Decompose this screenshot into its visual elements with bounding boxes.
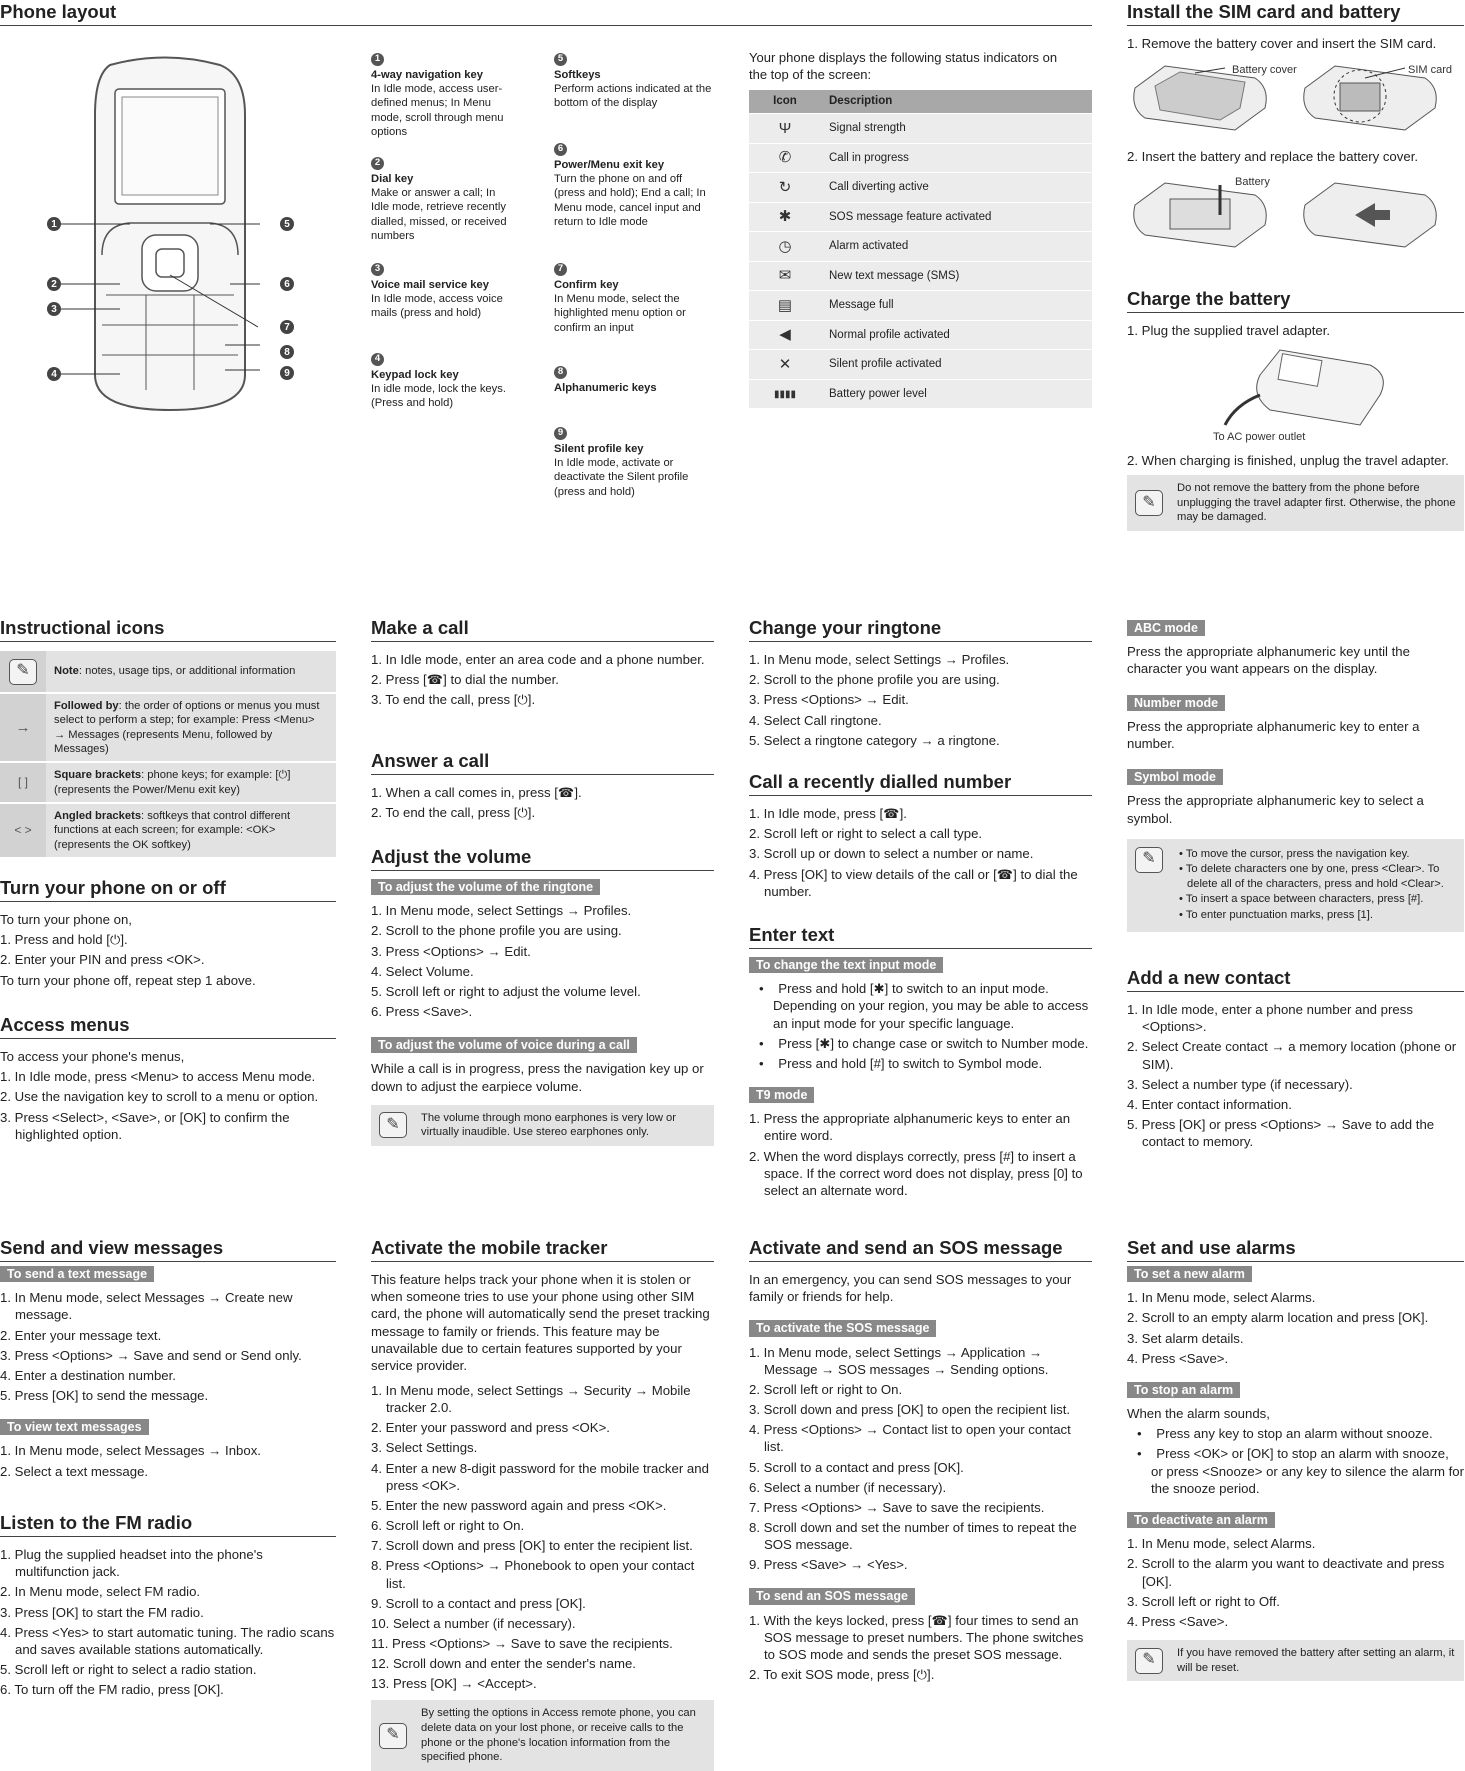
steps-list	[1127, 1001, 1464, 1150]
steps-list	[371, 784, 714, 821]
square-brackets-icon: [ ]	[0, 762, 46, 803]
table-row: ↻ Call diverting active	[749, 173, 1092, 203]
list-item: 2. Enter your message text.	[0, 1327, 162, 1343]
section-title: Call a recently dialled number	[749, 770, 1092, 796]
recent-call-section	[749, 770, 1092, 903]
note-icon: ✎	[1135, 847, 1163, 873]
note-icon: ✎	[1135, 490, 1163, 516]
list-item: 3. Select a number type (if necessary).	[1127, 1076, 1353, 1092]
table-row: Ψ Signal strength	[749, 114, 1092, 144]
access-section: Access menus To access your phone's menus, 1. In Idle mode, press <Menu> to access Menu mode. 2. Use the navigation key to scroll to a menu or option. 3. Press <Select>, <Save>, or [OK] to confirm the highlighted option.	[0, 1013, 336, 1146]
list-item: 2. Select a text message.	[0, 1463, 149, 1479]
section-title: Change your ringtone	[749, 616, 1092, 642]
input-modes-section: ABC mode Press the appropriate alphanumeric key until the character you want appears on the display. Number mode Press the appropriate alphanumeric key to enter a number. Symbol mode Press the appropriate alphanumeric key to select a symbol. ✎ • To move the cursor, press the navigation key. • To delete characters one by one, press <Clear>. To delete all of the characters, press and hold <Clear>. • To insert a space between characters, press [#]. • To enter punctuation marks, press [1].	[1127, 612, 1464, 932]
section-title: Install the SIM card and battery	[1127, 0, 1464, 26]
subheading: To adjust the volume of the ringtone	[371, 879, 600, 895]
key-desc-3: 3 Voice mail service key In Idle mode, access voice mails (press and hold)	[371, 263, 503, 320]
callout-9: 9	[280, 366, 294, 380]
list-item: • Press and hold [✱] to switch to an input mode. Depending on your region, you may be able to access an input mode for your specific language.	[759, 981, 1089, 1031]
list-item: 10. Select a number (if necessary).	[371, 1615, 576, 1631]
list-item: 2. Enter your password and press <OK>.	[371, 1420, 610, 1436]
steps-list	[0, 931, 336, 968]
list-item: 1. In Menu mode, select Alarms.	[1127, 1536, 1316, 1552]
list-item: 4. Enter a new 8-digit password for the mobile tracker and press <OK>.	[371, 1460, 709, 1493]
subheading: To send an SOS message	[749, 1588, 915, 1604]
install-step-2: 2. Insert the battery and replace the battery cover.	[1127, 149, 1419, 164]
col-icon: Icon	[749, 90, 821, 114]
col-description: Description	[821, 90, 1092, 114]
steps-list	[1127, 1289, 1464, 1367]
section-title: Activate the mobile tracker	[371, 1236, 714, 1262]
steps-list	[749, 805, 1092, 900]
phone-layout-section	[0, 0, 1092, 35]
list-item: 4. Press <Save>.	[1127, 1613, 1229, 1629]
list-item: 2. In Menu mode, select FM radio.	[0, 1584, 201, 1600]
list-item: 12. Scroll down and enter the sender's name.	[371, 1656, 636, 1672]
charge-step-2: 2. When charging is finished, unplug the travel adapter.	[1127, 453, 1449, 468]
list-item: 2. Scroll to an empty alarm location and press [OK].	[1127, 1310, 1429, 1326]
key-desc-4: 4 Keypad lock key In idle mode, lock the keys. (Press and hold)	[371, 353, 506, 410]
subheading: To set a new alarm	[1127, 1266, 1252, 1282]
fm-section	[0, 1511, 336, 1701]
section-title: Phone layout	[0, 0, 1092, 26]
enter-text-section	[749, 923, 1092, 1202]
callout-6: 6	[280, 277, 294, 291]
caption-ac-outlet: To AC power outlet	[1213, 431, 1306, 443]
list-item: 2. Scroll to the phone profile you are using.	[371, 923, 622, 939]
angled-brackets-icon: < >	[0, 803, 46, 858]
charge-section	[1127, 287, 1464, 342]
list-item: 1. In Menu mode, select Settings → Profiles.	[371, 903, 632, 919]
divert-icon: ↻	[749, 173, 821, 203]
callout-8: 8	[280, 345, 294, 359]
list-item: 3. Press <Select>, <Save>, or [OK] to confirm the highlighted option.	[0, 1109, 290, 1142]
list-item: 11. Press <Options> → Save to save the recipients.	[371, 1636, 673, 1652]
tracker-section: Activate the mobile tracker This feature helps track your phone when it is stolen or when someone tries to use your phone using other SIM card, the phone will automatically send the preset tracking message to family or friends. This feature may be unavailable due to certain features supported by your service provider. 1. In Menu mode, select Settings → Security → Mobile tracker 2.0. 2. Enter your password and press <OK>. 3. Select Settings. 4. Enter a new 8-digit password for the mobile tracker and press <OK>. 5. Enter the new password again and press <OK>. 6. Scroll left or right to On. 7. Scroll down and press [OK] to enter the recipient list. 8. Press <Options> → Phonebook to open your contact list. 9. Scroll to a contact and press [OK]. 10. Select a number (if necessary). 11. Press <Options> → Save to save the recipients. 12. Scroll down and enter the sender's name. 13. Press [OK] → <Accept>. ✎ By setting the options in Access remote phone, you can delete data on your lost phone, or receive calls to the phone or the phone's location information from the specified phone.	[371, 1236, 714, 1771]
steps-list	[0, 1546, 336, 1698]
section-title: Make a call	[371, 616, 714, 642]
install-step-1: 1. Remove the battery cover and insert the SIM card.	[1127, 36, 1437, 52]
list-item: 5. Enter the new password again and press <OK>.	[371, 1497, 667, 1513]
list-item: 5. Select a ringtone category → a ringtone.	[749, 732, 1000, 748]
make-call-section	[371, 616, 714, 712]
list-item: 4. Select Volume.	[371, 963, 474, 979]
battery-icon: ▮▮▮▮	[749, 379, 821, 409]
subheading: Number mode	[1127, 695, 1225, 711]
key-desc-6: 6 Power/Menu exit key Turn the phone on and off (press and hold); End a call; In Menu mode, cancel input and return to Idle mode	[554, 143, 706, 228]
list-item: 1. In Menu mode, select Messages → Inbox.	[0, 1443, 261, 1459]
answer-call-section	[371, 749, 714, 824]
alarms-section: Set and use alarms To set a new alarm 1. In Menu mode, select Alarms. 2. Scroll to an empty alarm location and press [OK]. 3. Set alarm details. 4. Press <Save>. To stop an alarm When the alarm sounds, • Press any key to stop an alarm without snooze. • Press <OK> or [OK] to stop an alarm with snooze, or press <Snooze> or any key to silence the alarm for the snooze period. To deactivate an alarm 1. In Menu mode, select Alarms. 2. Scroll to the alarm you want to deactivate and press [OK]. 3. Scroll left or right to Off. 4. Press <Save>. ✎ If you have removed the battery after setting an alarm, it will be reset.	[1127, 1236, 1464, 1681]
table-row: ✕ Silent profile activated	[749, 350, 1092, 380]
section-title: Turn your phone on or off	[0, 876, 336, 902]
table-row: ✎ Note: notes, usage tips, or additional information	[0, 651, 336, 693]
list-item: 1. In Menu mode, select Settings → Security → Mobile tracker 2.0.	[371, 1382, 691, 1416]
alarm-icon: ◷	[749, 232, 821, 262]
list-item: 5. Press [OK] or press <Options> → Save to add the contact to memory.	[1127, 1116, 1435, 1150]
list-item: 1. In Menu mode, select Alarms.	[1127, 1290, 1316, 1306]
contact-section	[1127, 966, 1464, 1153]
subheading: Symbol mode	[1127, 769, 1223, 785]
steps-list	[749, 1612, 1092, 1684]
note-icon: ✎	[1135, 1648, 1163, 1674]
callout-5: 5	[280, 217, 294, 231]
list-item: 3. To end the call, press [⏻].	[371, 692, 536, 708]
list-item: 9. Scroll to a contact and press [OK].	[371, 1595, 586, 1611]
table-row: ▤ Message full	[749, 291, 1092, 321]
key-desc-7: 7 Confirm key In Menu mode, select the highlighted menu option or confirm an input	[554, 263, 686, 334]
table-row: ◀ Normal profile activated	[749, 320, 1092, 350]
caption-sim-card: SIM card	[1408, 64, 1453, 76]
key-desc-8: 8 Alphanumeric keys	[554, 366, 657, 394]
list-item: 4. Press <Yes> to start automatic tuning. The radio scans and saves available stations automatically.	[0, 1624, 335, 1657]
steps-list	[371, 1382, 714, 1693]
list-item: 2. Select Create contact → a memory location (phone or SIM).	[1127, 1039, 1457, 1072]
list-item: 1. In Menu mode, select Messages → Create new message.	[0, 1290, 293, 1323]
caption-battery: Battery	[1235, 176, 1270, 188]
section-title: Listen to the FM radio	[0, 1511, 336, 1537]
list-item: 4. Select Call ringtone.	[749, 712, 882, 728]
subheading: To view text messages	[0, 1419, 149, 1435]
list-item: 8. Scroll down and set the number of times to repeat the SOS message.	[749, 1520, 1077, 1553]
table-row: ▮▮▮▮ Battery power level	[749, 379, 1092, 409]
list-item: 1. When a call comes in, press [☎].	[371, 785, 582, 801]
list-item: 5. Scroll left or right to select a radio station.	[0, 1661, 257, 1677]
note-icon: ✎	[0, 651, 46, 693]
list-item: 6. Select a number (if necessary).	[749, 1479, 947, 1495]
list-item: 5. Scroll to a contact and press [OK].	[749, 1459, 964, 1475]
key-desc-9: 9 Silent profile key In Idle mode, activate or deactivate the Silent profile (press and hold)	[554, 427, 689, 498]
list-item: 8. Press <Options> → Phonebook to open your contact list.	[371, 1558, 695, 1591]
sos-icon: ✱	[749, 202, 821, 232]
turn-section: Turn your phone on or off To turn your phone on, 1. Press and hold [⏻]. 2. Enter your PIN and press <OK>. To turn your phone off, repeat step 1 above.	[0, 876, 336, 992]
table-row: [ ] Square brackets: phone keys; for example: [⏻] (represents the Power/Menu exit key)	[0, 762, 336, 803]
list-item: 3. Set alarm details.	[1127, 1330, 1244, 1346]
bullet-list	[1127, 1425, 1464, 1497]
list-item: 1. Plug the supplied headset into the phone's multifunction jack.	[0, 1547, 263, 1580]
callout-1: 1	[47, 217, 61, 231]
note-box: ✎ The volume through mono earphones is very low or virtually inaudible. Use stereo earphones only.	[371, 1105, 714, 1146]
list-item: 5. Scroll left or right to adjust the volume level.	[371, 983, 641, 999]
subheading: To activate the SOS message	[749, 1320, 936, 1336]
list-item: 3. Scroll left or right to Off.	[1127, 1593, 1280, 1609]
install-step-2-wrap	[1127, 148, 1464, 168]
steps-list	[0, 1068, 336, 1143]
list-item: 4. Enter contact information.	[1127, 1096, 1292, 1112]
subheading: To send a text message	[0, 1266, 154, 1282]
sms-icon: ✉	[749, 261, 821, 291]
charge-illustration	[1220, 345, 1400, 435]
list-item: 2. Enter your PIN and press <OK>.	[0, 952, 205, 968]
list-item: • To delete characters one by one, press <Clear>. To delete all of the characters, press and hold <Clear>.	[1179, 863, 1444, 890]
list-item: 2. Press [☎] to dial the number.	[371, 672, 559, 688]
callout-7: 7	[280, 320, 294, 334]
note-box	[1127, 839, 1464, 932]
list-item: 4. Enter a destination number.	[0, 1367, 176, 1383]
note-list	[1177, 847, 1456, 924]
list-item: 9. Press <Save> → <Yes>.	[749, 1557, 908, 1573]
section-title: Enter text	[749, 923, 1092, 949]
list-item: 1. Press and hold [⏻].	[0, 932, 128, 948]
list-item: 6. Press <Save>.	[371, 1004, 473, 1020]
section-title: Access menus	[0, 1013, 336, 1039]
list-item: 1. With the keys locked, press [☎] four times to send an SOS message to preset numbers. The phone switches to SOS mode and sends the preset SOS message.	[749, 1612, 1084, 1663]
note-box: ✎ If you have removed the battery after setting an alarm, it will be reset.	[1127, 1640, 1464, 1681]
list-item: 3. Press <Options> → Edit.	[371, 943, 531, 959]
section-title: Instructional icons	[0, 616, 336, 642]
list-item: 2. Use the navigation key to scroll to a menu or option.	[0, 1089, 319, 1105]
steps-list	[371, 651, 714, 708]
subheading: To deactivate an alarm	[1127, 1512, 1275, 1528]
steps-list	[749, 1344, 1092, 1574]
table-row: ✉ New text message (SMS)	[749, 261, 1092, 291]
steps-list	[0, 1442, 336, 1479]
key-desc-5: 5 Softkeys Perform actions indicated at the bottom of the display	[554, 53, 712, 110]
subheading: To adjust the volume of voice during a call	[371, 1037, 637, 1053]
list-item: 1. In Idle mode, enter a phone number and press <Options>.	[1127, 1002, 1413, 1035]
list-item: 3. Scroll up or down to select a number or name.	[749, 846, 1034, 862]
note-box: ✎ By setting the options in Access remote phone, you can delete data on your lost phone, or receive calls to the phone or the phone's location information from the specified phone.	[371, 1700, 714, 1770]
msgfull-icon: ▤	[749, 291, 821, 321]
section-title: Answer a call	[371, 749, 714, 775]
table-row: ✱ SOS message feature activated	[749, 202, 1092, 232]
install-section	[1127, 0, 1464, 55]
list-item: 1. In Idle mode, press <Menu> to access Menu mode.	[0, 1069, 316, 1085]
list-item: 4. Press <Options> → Contact list to open your contact list.	[749, 1422, 1071, 1455]
section-title: Charge the battery	[1127, 287, 1464, 313]
list-item: • Press <OK> or [OK] to stop an alarm with snooze, or press <Snooze> or any key to silence the alarm for the snooze period.	[1137, 1446, 1464, 1496]
list-item: • To enter punctuation marks, press [1].	[1179, 908, 1373, 921]
silent-profile-icon: ✕	[749, 350, 821, 380]
list-item: • Press any key to stop an alarm without snooze.	[1137, 1426, 1433, 1442]
subheading: T9 mode	[749, 1087, 814, 1103]
list-item: 4. Press <Save>.	[1127, 1350, 1229, 1366]
callout-4: 4	[47, 367, 61, 381]
call-icon: ✆	[749, 143, 821, 173]
table-row: ✆ Call in progress	[749, 143, 1092, 173]
list-item: 1. Press the appropriate alphanumeric keys to enter an entire word.	[749, 1111, 1071, 1144]
section-title: Adjust the volume	[371, 845, 714, 871]
steps-list	[371, 902, 714, 1020]
list-item: 2. Scroll left or right to On.	[749, 1381, 903, 1397]
list-item: 13. Press [OK] → <Accept>.	[371, 1676, 537, 1692]
caption-battery-cover: Battery cover	[1232, 64, 1297, 76]
charge-step-1: 1. Plug the supplied travel adapter.	[1127, 323, 1331, 339]
bullet-list	[749, 980, 1092, 1072]
arrow-icon: →	[0, 693, 46, 762]
list-item: 5. Press [OK] to send the message.	[0, 1388, 209, 1404]
section-title: Add a new contact	[1127, 966, 1464, 992]
list-item: 3. Select Settings.	[371, 1440, 478, 1456]
callout-3: 3	[47, 302, 61, 316]
table-row: ◷ Alarm activated	[749, 232, 1092, 262]
list-item: 1. In Menu mode, select Settings → Application → Message → SOS messages → Sending options.	[749, 1344, 1049, 1377]
note-icon: ✎	[379, 1723, 407, 1749]
list-item: 2. Scroll to the alarm you want to deactivate and press [OK].	[1127, 1556, 1445, 1589]
status-table	[749, 90, 1092, 410]
list-item: 2. When the word displays correctly, press [#] to insert a space. If the correct word does not display, press [0] to select an alternate word.	[749, 1148, 1083, 1198]
note-icon: ✎	[379, 1112, 407, 1138]
phone-illustration	[40, 55, 300, 415]
subheading: To change the text input mode	[749, 957, 943, 973]
list-item: 2. To end the call, press [⏻].	[371, 805, 536, 821]
table-row: → Followed by: the order of options or menus you must select to perform a step; for example: Press <Menu> → Messages (represents Menu, followed by Messages)	[0, 693, 336, 762]
list-item: 1. In Menu mode, select Settings → Profiles.	[749, 652, 1010, 668]
messages-section	[0, 1236, 336, 1483]
battery-illustration	[1125, 175, 1465, 255]
signal-icon: Ψ	[749, 114, 821, 144]
list-item: 2. Scroll left or right to select a call type.	[749, 826, 983, 842]
instructional-section	[0, 616, 336, 859]
steps-list	[749, 1110, 1092, 1199]
list-item: • Press [✱] to change case or switch to Number mode.	[759, 1035, 1089, 1051]
list-item: 7. Press <Options> → Save to save the recipients.	[749, 1499, 1045, 1515]
list-item: • To move the cursor, press the navigation key.	[1179, 847, 1410, 860]
steps-list	[0, 1289, 336, 1404]
list-item: 3. Press <Options> → Save and send or Send only.	[0, 1347, 302, 1363]
list-item: 1. In Idle mode, enter an area code and a phone number.	[371, 652, 705, 668]
list-item: 3. Press [OK] to start the FM radio.	[0, 1604, 204, 1620]
steps-list	[1127, 1535, 1464, 1630]
list-item: 2. To exit SOS mode, press [⏻].	[749, 1667, 935, 1683]
ringtone-section	[749, 616, 1092, 752]
list-item: 3. Scroll down and press [OK] to open the recipient list.	[749, 1402, 1071, 1418]
charge-step-2-wrap	[1127, 452, 1464, 531]
steps-list	[749, 651, 1092, 749]
subheading: To stop an alarm	[1127, 1382, 1240, 1398]
status-intro: Your phone displays the following status indicators on the top of the screen:	[749, 50, 1058, 82]
instructional-table	[0, 651, 336, 859]
list-item: 6. Scroll left or right to On.	[371, 1518, 525, 1534]
callout-2: 2	[47, 277, 61, 291]
list-item: 4. Press [OK] to view details of the call or [☎] to dial the number.	[749, 866, 1078, 899]
subheading: ABC mode	[1127, 620, 1205, 636]
list-item: • To insert a space between characters, press [#].	[1179, 893, 1424, 906]
section-title: Set and use alarms	[1127, 1236, 1464, 1262]
section-title: Activate and send an SOS message	[749, 1236, 1092, 1262]
list-item: 6. To turn off the FM radio, press [OK].	[0, 1682, 224, 1698]
sos-section: Activate and send an SOS message In an emergency, you can send SOS messages to your family or friends for help. To activate the SOS message 1. In Menu mode, select Settings → Application → Message → SOS messages → Sending options. 2. Scroll left or right to On. 3. Scroll down and press [OK] to open the recipient list. 4. Press <Options> → Contact list to open your contact list. 5. Scroll to a contact and press [OK]. 6. Select a number (if necessary). 7. Press <Options> → Save to save the recipients. 8. Scroll down and set the number of times to repeat the SOS message. 9. Press <Save> → <Yes>. To send an SOS message 1. With the keys locked, press [☎] four times to send an SOS message to preset numbers. The phone switches to SOS mode and sends the preset SOS message. 2. To exit SOS mode, press [⏻].	[749, 1236, 1092, 1686]
list-item: 7. Scroll down and press [OK] to enter the recipient list.	[371, 1538, 693, 1554]
status-indicators	[749, 50, 1092, 409]
key-desc-2: 2 Dial key Make or answer a call; In Idle mode, retrieve recently dialled, missed, or received numbers	[371, 157, 507, 242]
section-title: Send and view messages	[0, 1236, 336, 1262]
list-item: • Press and hold [#] to switch to Symbol mode.	[759, 1055, 1043, 1071]
normal-profile-icon: ◀	[749, 320, 821, 350]
note-box: ✎ Do not remove the battery from the phone before unplugging the travel adapter first. Otherwise, the phone may be damaged.	[1127, 475, 1464, 531]
volume-section: Adjust the volume To adjust the volume of the ringtone 1. In Menu mode, select Settings → Profiles. 2. Scroll to the phone profile you are using. 3. Press <Options> → Edit. 4. Select Volume. 5. Scroll left or right to adjust the volume level. 6. Press <Save>. To adjust the volume of voice during a call While a call is in progress, press the navigation key up or down to adjust the earpiece volume. ✎ The volume through mono earphones is very low or virtually inaudible. Use stereo earphones only.	[371, 845, 714, 1146]
list-item: 1. In Idle mode, press [☎].	[749, 806, 907, 822]
key-desc-1: 1 4-way navigation key In Idle mode, access user-defined menus; In Menu mode, scroll through menu options	[371, 53, 504, 138]
list-item: 3. Press <Options> → Edit.	[749, 692, 909, 708]
table-row: < > Angled brackets: softkeys that control different functions at each screen; for example: <OK> (represents the OK softkey)	[0, 803, 336, 858]
list-item: 2. Scroll to the phone profile you are using.	[749, 672, 1000, 688]
